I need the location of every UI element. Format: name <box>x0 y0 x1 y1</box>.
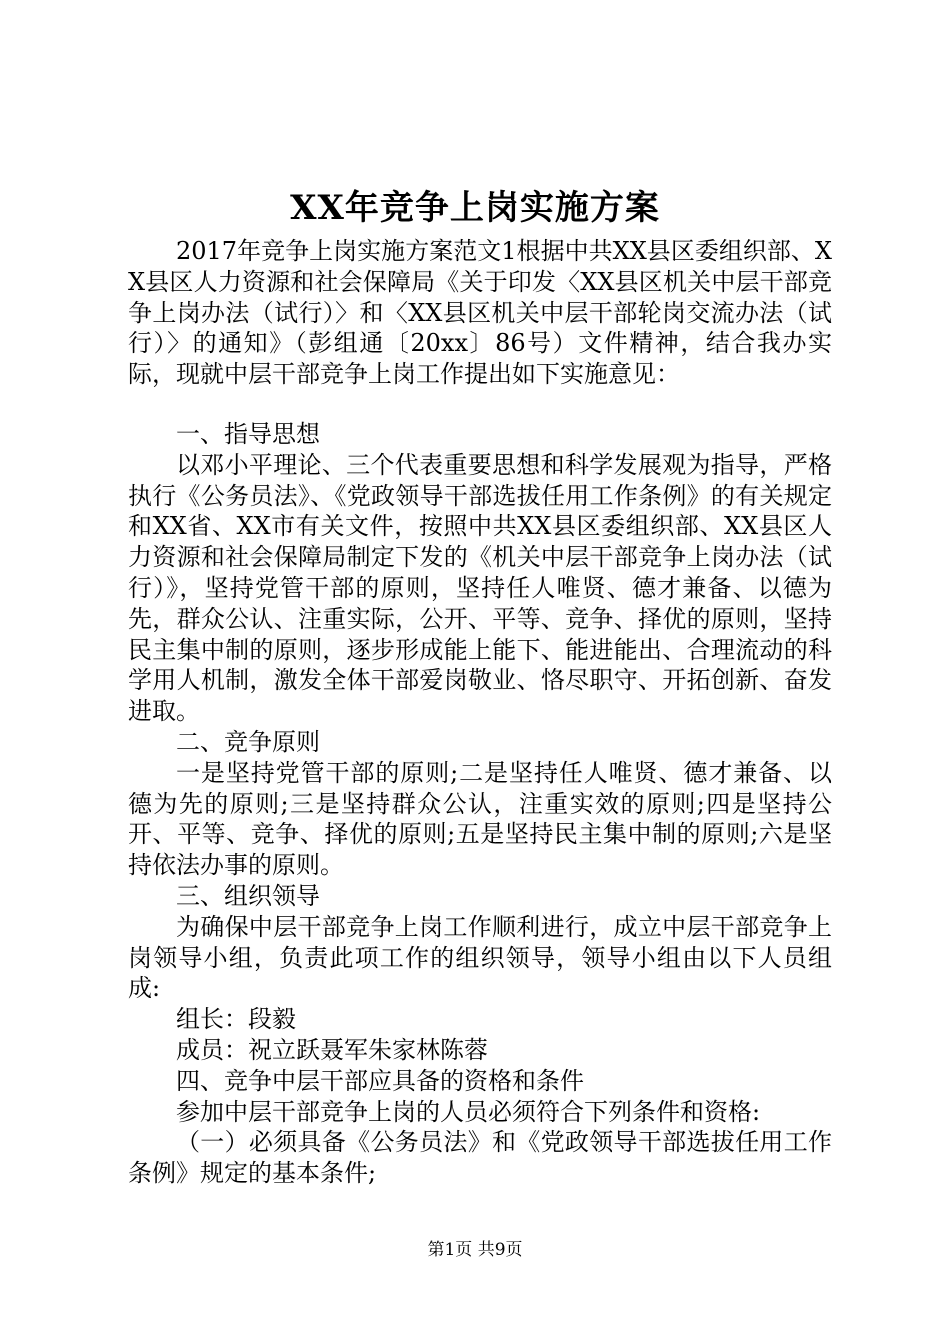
team-leader-line: 组长：段毅 <box>176 1005 296 1034</box>
paragraph-guiding-ideology: 以邓小平理论、三个代表重要思想和科学发展观为指导，严格执行《公务员法》、《党政领导干部选拔任用工作条例》的有关规定和XX省、XX市有关文件，按照中共XX县区委组织部、XX县区人力资源和社会保障局制定下发的《机关中层干部竞争上岗办法（试行）》，坚持党管干部的原则，坚持任人唯贤、德才兼备、以德为先，群众公认、注重实际，公开、平等、竞争、择优的原则，坚持民主集中制的原则，逐步形成能上能下、能进能出、合理流动的科学用人机制，激发全体干部爱岗敬业、恪尽职守、开拓创新、奋发进取。 <box>128 450 832 726</box>
section-heading-guiding-ideology: 一、指导思想 <box>176 419 320 448</box>
section-heading-competition-principles: 二、竞争原则 <box>176 727 320 756</box>
document-title: XX年竞争上岗实施方案 <box>290 188 660 228</box>
intro-paragraph: 2017年竞争上岗实施方案范文1根据中共XX县区委组织部、XX县区人力资源和社会保障局《关于印发〈XX县区机关中层干部竞争上岗办法（试行）〉和〈XX县区机关中层干部轮岗交流办法（试行）〉的通知》（彭组通〔20xx〕86号）文件精神，结合我办实际，现就中层干部竞争上岗工作提出如下实施意见： <box>128 237 832 389</box>
team-members-line: 成员：祝立跃聂军朱家林陈蓉 <box>176 1035 488 1064</box>
paragraph-qualifications-intro: 参加中层干部竞争上岗的人员必须符合下列条件和资格: <box>176 1097 761 1126</box>
paragraph-organization-leadership: 为确保中层干部竞争上岗工作顺利进行，成立中层干部竞争上岗领导小组，负责此项工作的组织领导，领导小组由以下人员组成: <box>128 912 832 1003</box>
page-footer: 第1页 共9页 <box>427 1240 523 1260</box>
section-heading-qualifications: 四、竞争中层干部应具备的资格和条件 <box>176 1066 584 1095</box>
section-heading-organization-leadership: 三、组织领导 <box>176 881 320 910</box>
paragraph-competition-principles: 一是坚持党管干部的原则;二是坚持任人唯贤、德才兼备、以德为先的原则;三是坚持群众公认，注重实效的原则;四是坚持公开、平等、竞争、择优的原则;五是坚持民主集中制的原则;六是坚持依法办事的原则。 <box>128 758 832 880</box>
qualification-item-1: （一）必须具备《公务员法》和《党政领导干部选拔任用工作条例》规定的基本条件; <box>128 1128 832 1188</box>
document-body <box>128 236 832 1189</box>
paragraph-gap <box>128 390 832 419</box>
